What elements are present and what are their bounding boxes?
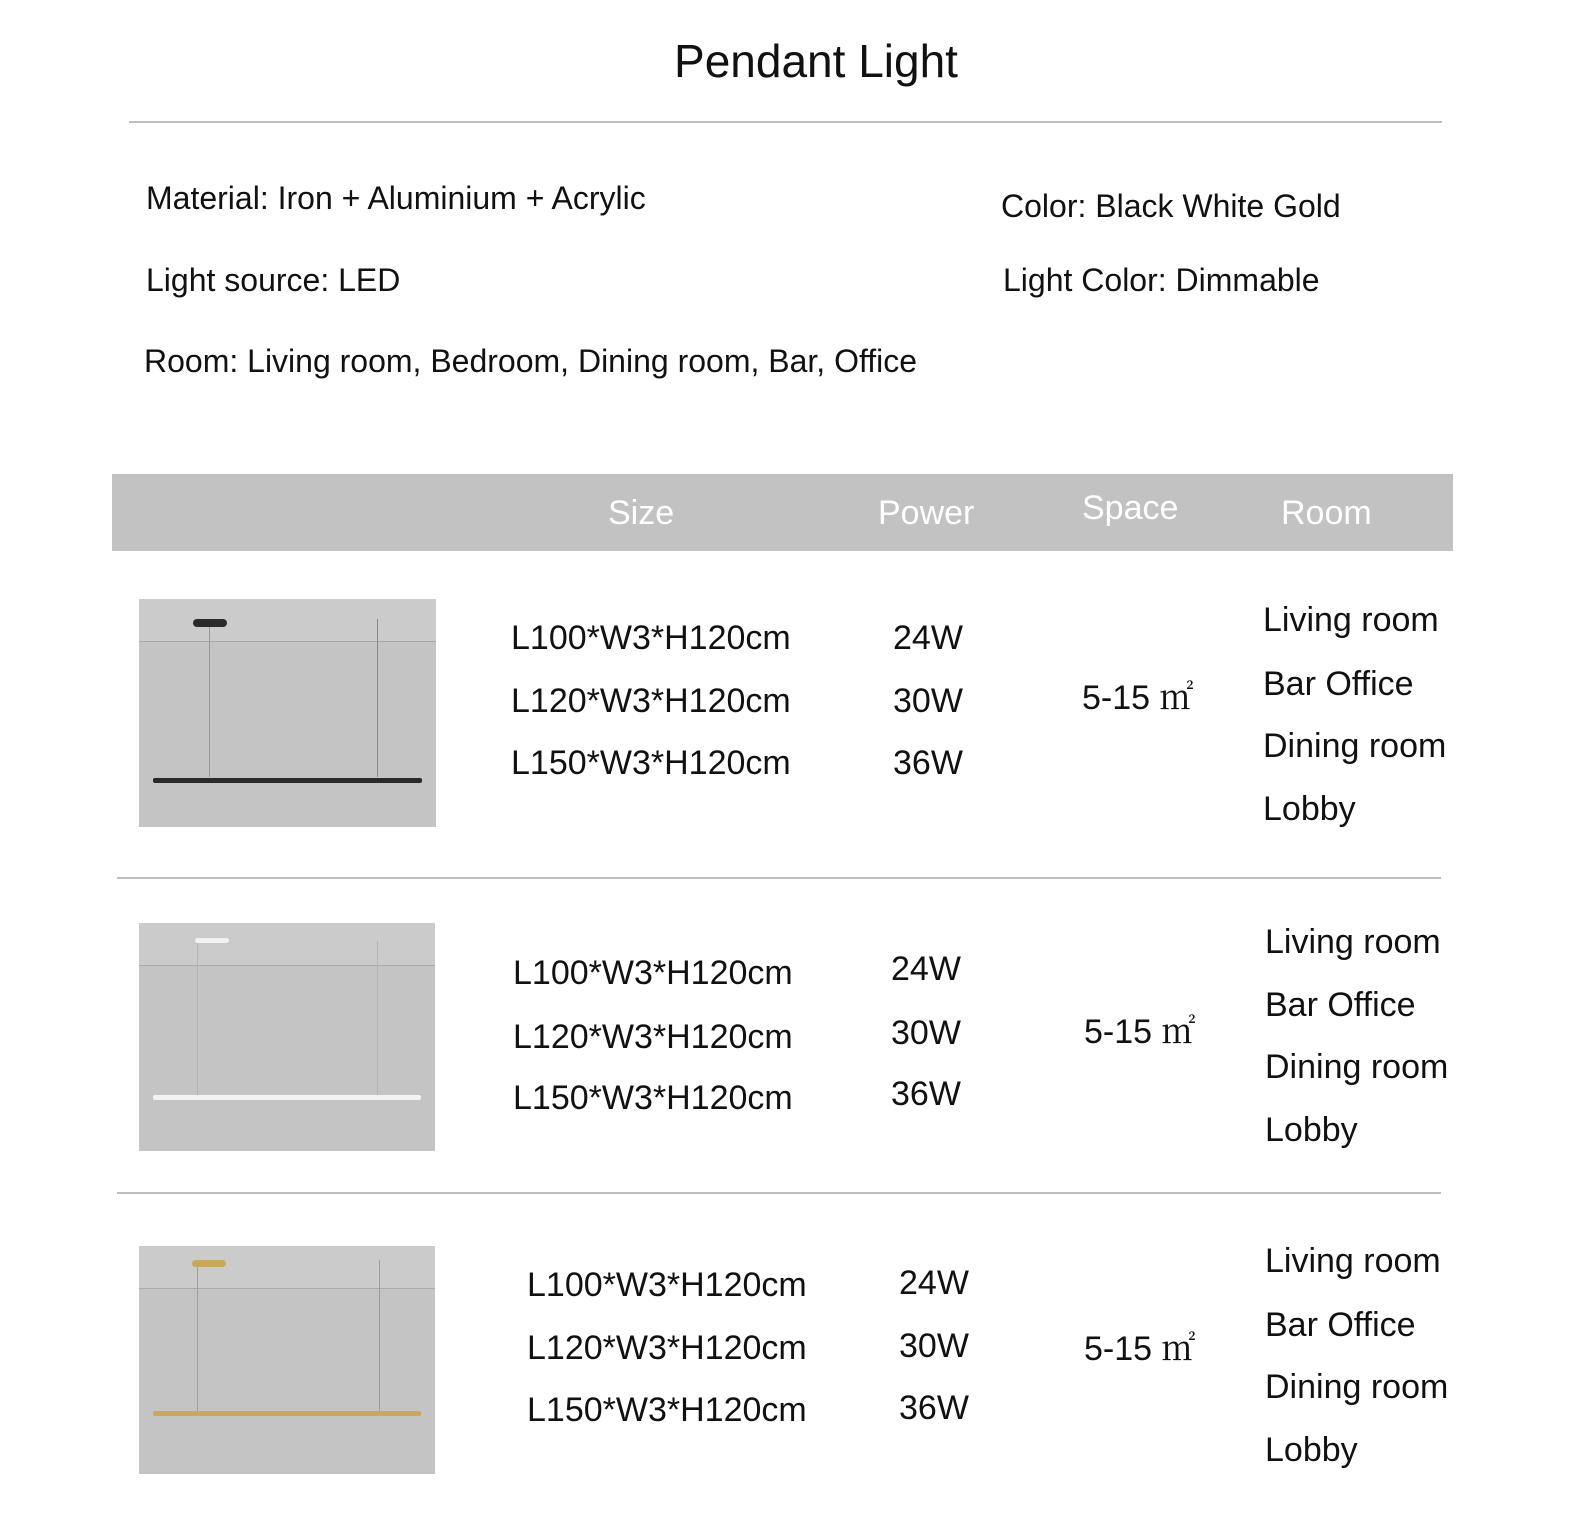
power-cell: 30W — [893, 682, 963, 720]
power-cell: 30W — [891, 1014, 961, 1052]
power-cell: 24W — [893, 619, 963, 657]
space-cell: 5-15 ㎡ — [1084, 1330, 1196, 1368]
room-cell: Lobby — [1265, 1431, 1358, 1469]
size-cell: L100*W3*H120cm — [511, 619, 791, 657]
suspension-wire — [377, 941, 378, 1095]
room-cell: Dining room — [1265, 1368, 1449, 1406]
room-cell: Bar Office — [1265, 1306, 1416, 1344]
header-space: Space — [1082, 489, 1179, 527]
suspension-wire — [377, 619, 378, 777]
size-cell: L150*W3*H120cm — [511, 744, 791, 782]
light-bar — [153, 1411, 421, 1416]
page-title: Pendant Light — [674, 35, 958, 87]
room-cell: Bar Office — [1265, 986, 1416, 1024]
product-image-black — [139, 599, 436, 827]
size-cell: L150*W3*H120cm — [513, 1079, 793, 1117]
row-divider — [117, 877, 1441, 879]
room-cell: Living room — [1265, 1242, 1441, 1280]
power-cell: 24W — [891, 950, 961, 988]
power-cell: 36W — [891, 1075, 961, 1113]
spec-room: Room: Living room, Bedroom, Dining room, Bar, Office — [144, 343, 918, 379]
header-size: Size — [608, 494, 675, 532]
ceiling — [139, 1246, 435, 1289]
power-cell: 30W — [899, 1327, 969, 1365]
canopy — [195, 938, 229, 943]
room-cell: Living room — [1265, 923, 1441, 961]
size-cell: L120*W3*H120cm — [511, 682, 791, 720]
ceiling — [139, 599, 436, 642]
header-power: Power — [878, 494, 975, 532]
space-cell: 5-15 ㎡ — [1084, 1013, 1196, 1051]
power-cell: 24W — [899, 1264, 969, 1302]
header-room: Room — [1281, 494, 1372, 532]
light-bar — [153, 778, 422, 783]
canopy — [193, 619, 227, 627]
ceiling — [139, 923, 435, 966]
suspension-wire — [197, 943, 198, 1095]
room-cell: Dining room — [1265, 1048, 1449, 1086]
table-header — [112, 474, 1453, 551]
suspension-wire — [379, 1260, 380, 1411]
room-cell: Dining room — [1263, 727, 1447, 765]
spec-color: Color: Black White Gold — [1001, 188, 1341, 224]
space-cell: 5-15 ㎡ — [1082, 679, 1194, 717]
suspension-wire — [209, 627, 210, 777]
size-cell: L100*W3*H120cm — [513, 954, 793, 992]
power-cell: 36W — [893, 744, 963, 782]
canopy — [192, 1260, 226, 1267]
title-divider — [129, 121, 1442, 123]
row-divider — [117, 1192, 1441, 1194]
size-cell: L100*W3*H120cm — [527, 1266, 807, 1304]
spec-light-source: Light source: LED — [146, 262, 401, 298]
spec-material: Material: Iron + Aluminium + Acrylic — [146, 180, 646, 216]
room-cell: Lobby — [1263, 790, 1356, 828]
room-cell: Lobby — [1265, 1111, 1358, 1149]
size-cell: L120*W3*H120cm — [513, 1018, 793, 1056]
product-image-white — [139, 923, 435, 1151]
light-bar — [153, 1095, 421, 1100]
power-cell: 36W — [899, 1389, 969, 1427]
suspension-wire — [197, 1267, 198, 1411]
product-image-gold — [139, 1246, 435, 1474]
room-cell: Bar Office — [1263, 665, 1414, 703]
room-cell: Living room — [1263, 601, 1439, 639]
spec-light-color: Light Color: Dimmable — [1003, 262, 1320, 298]
size-cell: L150*W3*H120cm — [527, 1391, 807, 1429]
size-cell: L120*W3*H120cm — [527, 1329, 807, 1367]
